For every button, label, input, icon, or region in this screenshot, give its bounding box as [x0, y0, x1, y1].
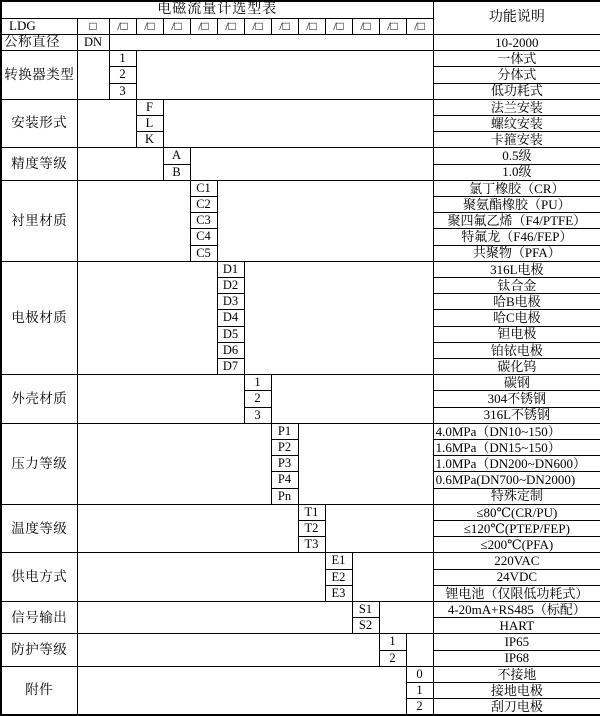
- code-cell: P3: [271, 456, 298, 472]
- code-slash-box: /□: [379, 18, 406, 34]
- empty-span-cell: [77, 51, 109, 100]
- empty-span-cell: [77, 375, 244, 424]
- description-cell: 聚四氟乙烯（F4/PTFE）: [433, 213, 600, 229]
- empty-span-cell: [109, 34, 433, 50]
- code-cell: F: [136, 99, 163, 115]
- description-cell: 铂铱电极: [433, 342, 600, 358]
- empty-span-cell: [190, 148, 433, 180]
- empty-span-cell: [136, 51, 433, 100]
- function-column-header: 功能说明: [433, 1, 600, 34]
- code-cell: D5: [217, 326, 244, 342]
- empty-span-cell: [77, 553, 325, 602]
- code-cell: A: [163, 148, 190, 164]
- description-cell: 一体式: [433, 51, 600, 67]
- code-cell: 1: [406, 683, 433, 699]
- code-cell: 0: [406, 666, 433, 682]
- description-cell: 钛合金: [433, 277, 600, 293]
- code-cell: 3: [244, 407, 271, 423]
- code-cell: 2: [109, 67, 136, 83]
- description-cell: ≤80℃(CR/PU): [433, 504, 600, 520]
- empty-span-cell: [271, 375, 433, 424]
- group-label-power-supply: 供电方式: [1, 553, 77, 602]
- empty-span-cell: [298, 423, 433, 504]
- group-label-accuracy-grade: 精度等级: [1, 148, 77, 180]
- description-cell: 接地电极: [433, 683, 600, 699]
- code-cell: E1: [325, 553, 352, 569]
- description-cell: 10-2000: [433, 34, 600, 50]
- description-cell: 卡箍安装: [433, 132, 600, 148]
- code-cell: 1: [244, 375, 271, 391]
- code-cell: T1: [298, 504, 325, 520]
- code-slash-box: /□: [217, 18, 244, 34]
- group-label-electrode-material: 电极材质: [1, 261, 77, 374]
- code-cell: 1: [109, 51, 136, 67]
- code-cell: 2: [244, 391, 271, 407]
- description-cell: 特殊定制: [433, 488, 600, 504]
- code-cell: B: [163, 164, 190, 180]
- empty-span-cell: [406, 634, 433, 666]
- group-label-protection-grade: 防护等级: [1, 634, 77, 666]
- empty-span-cell: [379, 602, 433, 634]
- description-cell: 不接地: [433, 666, 600, 682]
- description-cell: 1.0级: [433, 164, 600, 180]
- code-cell: L: [136, 115, 163, 131]
- code-slash-box: /□: [163, 18, 190, 34]
- code-slash-box: /□: [136, 18, 163, 34]
- code-cell: C5: [190, 245, 217, 261]
- group-label-nominal-diameter: 公称直径: [1, 34, 77, 50]
- code-cell: S2: [352, 618, 379, 634]
- group-label-liner-material: 衬里材质: [1, 180, 77, 261]
- code-slash-box: /□: [109, 18, 136, 34]
- code-cell: D4: [217, 310, 244, 326]
- empty-span-cell: [77, 666, 406, 715]
- code-cell: C2: [190, 196, 217, 212]
- description-cell: 哈C电极: [433, 310, 600, 326]
- group-label-pressure-grade: 压力等级: [1, 423, 77, 504]
- description-cell: 螺纹安装: [433, 115, 600, 131]
- empty-span-cell: [163, 99, 433, 148]
- model-prefix: LDG: [1, 18, 77, 34]
- empty-span-cell: [77, 148, 163, 180]
- code-cell: D2: [217, 277, 244, 293]
- description-cell: ≤200℃(PFA): [433, 537, 600, 553]
- description-cell: 304不锈钢: [433, 391, 600, 407]
- empty-span-cell: [244, 261, 433, 374]
- empty-span-cell: [352, 553, 433, 602]
- code-cell: 2: [406, 699, 433, 715]
- code-cell: D7: [217, 358, 244, 374]
- code-slash-box: /□: [298, 18, 325, 34]
- code-cell: T3: [298, 537, 325, 553]
- description-cell: 碳钢: [433, 375, 600, 391]
- description-cell: 聚氨酯橡胶（PU）: [433, 196, 600, 212]
- description-cell: 分体式: [433, 67, 600, 83]
- description-cell: 4.0MPa（DN10~150）: [433, 423, 600, 439]
- description-cell: 316L电极: [433, 261, 600, 277]
- code-cell: D3: [217, 294, 244, 310]
- description-cell: 哈B电极: [433, 294, 600, 310]
- code-slash-box: /□: [190, 18, 217, 34]
- empty-span-cell: [77, 99, 136, 148]
- group-label-accessories: 附件: [1, 666, 77, 715]
- code-cell: C3: [190, 213, 217, 229]
- group-label-signal-output: 信号输出: [1, 602, 77, 634]
- code-box-placeholder: □: [77, 18, 109, 34]
- description-cell: 氯丁橡胶（CR）: [433, 180, 600, 196]
- code-slash-box: /□: [352, 18, 379, 34]
- description-cell: 1.6MPa（DN15~150）: [433, 439, 600, 455]
- empty-span-cell: [77, 602, 352, 634]
- description-cell: 24VDC: [433, 569, 600, 585]
- description-cell: 锂电池（仅限低功耗式）: [433, 585, 600, 601]
- code-cell: P2: [271, 439, 298, 455]
- code-slash-box: /□: [406, 18, 433, 34]
- code-cell: S1: [352, 602, 379, 618]
- empty-span-cell: [325, 504, 433, 553]
- empty-span-cell: [77, 504, 298, 553]
- description-cell: HART: [433, 618, 600, 634]
- code-cell: 1: [379, 634, 406, 650]
- code-cell: C1: [190, 180, 217, 196]
- code-cell: C4: [190, 229, 217, 245]
- description-cell: 碳化钨: [433, 358, 600, 374]
- empty-span-cell: [77, 634, 379, 666]
- code-cell: 2: [379, 650, 406, 666]
- description-cell: 法兰安装: [433, 99, 600, 115]
- description-cell: ≤120℃(PTEP/FEP): [433, 521, 600, 537]
- description-cell: 钽电极: [433, 326, 600, 342]
- description-cell: 0.5级: [433, 148, 600, 164]
- description-cell: 低功耗式: [433, 83, 600, 99]
- description-cell: 刮刀电极: [433, 699, 600, 715]
- code-cell: E2: [325, 569, 352, 585]
- code-slash-box: /□: [244, 18, 271, 34]
- group-label-housing-material: 外壳材质: [1, 375, 77, 424]
- empty-span-cell: [77, 423, 271, 504]
- code-cell: P4: [271, 472, 298, 488]
- description-cell: 1.0MPa（DN200~DN600）: [433, 456, 600, 472]
- code-cell: D6: [217, 342, 244, 358]
- code-slash-box: /□: [271, 18, 298, 34]
- code-cell: T2: [298, 521, 325, 537]
- description-cell: 共聚物（PFA）: [433, 245, 600, 261]
- code-cell: E3: [325, 585, 352, 601]
- group-label-temperature-grade: 温度等级: [1, 504, 77, 553]
- code-cell: 3: [109, 83, 136, 99]
- description-cell: IP68: [433, 650, 600, 666]
- code-cell: Pn: [271, 488, 298, 504]
- description-cell: 4-20mA+RS485（标配）: [433, 602, 600, 618]
- description-cell: 0.6MPa(DN700~DN2000): [433, 472, 600, 488]
- code-cell: P1: [271, 423, 298, 439]
- description-cell: IP65: [433, 634, 600, 650]
- table-title: 电磁流量计选型表: [1, 1, 433, 18]
- group-label-installation-form: 安装形式: [1, 99, 77, 148]
- description-cell: 316L不锈钢: [433, 407, 600, 423]
- description-cell: 特氟龙（F46/FEP）: [433, 229, 600, 245]
- code-cell: K: [136, 132, 163, 148]
- empty-span-cell: [217, 180, 433, 261]
- group-label-converter-type: 转换器类型: [1, 51, 77, 100]
- empty-span-cell: [77, 180, 190, 261]
- code-slash-box: /□: [325, 18, 352, 34]
- code-cell: D1: [217, 261, 244, 277]
- code-cell: DN: [77, 34, 109, 50]
- description-cell: 220VAC: [433, 553, 600, 569]
- empty-span-cell: [77, 261, 217, 374]
